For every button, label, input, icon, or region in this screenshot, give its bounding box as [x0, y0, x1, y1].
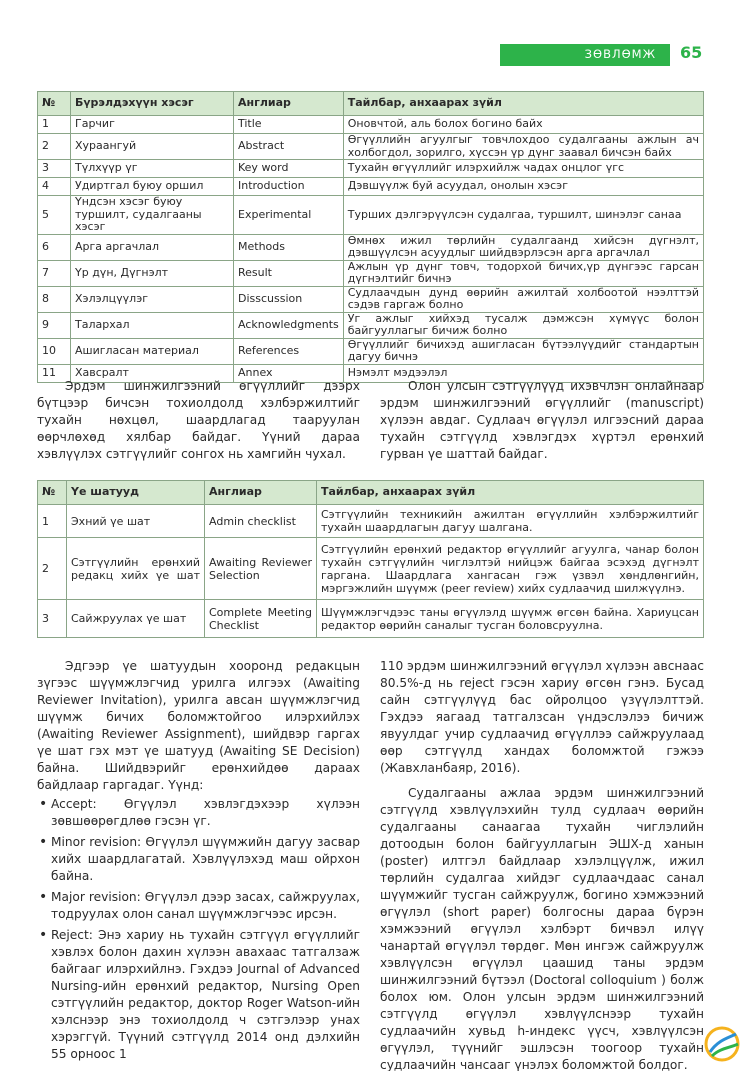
publisher-logo-icon [700, 1022, 744, 1066]
body-text-right-2 [380, 658, 704, 1071]
cell-english: Key word [234, 160, 344, 178]
table-row [38, 260, 704, 286]
cell-component: Удиртгал буюу оршил [71, 178, 234, 196]
col-header-english: Англиар [205, 481, 317, 505]
cell-component: Талархал [71, 312, 234, 338]
cell-number: 5 [38, 196, 71, 235]
col-header-component: Бүрэлдэхүүн хэсэг [71, 92, 234, 116]
cell-number: 9 [38, 312, 71, 338]
body-text-left-2 [37, 658, 360, 1067]
table-row [38, 160, 704, 178]
cell-number: 6 [38, 234, 71, 260]
list-item: • Reject: Энэ хариу нь тухайн сэтгүүл өгүүллийг хэвлэх болон дахин хүлээн авахаас татгалзаж байгааг илэрхийлнэ. Гэхдээ Journal of Advanced Nursing-ийн ерөнхий редактор, Nursing Open сэтгүүлийн редактор, доктор Roger Watson-ийн хэлснээр энэ тохиолдолд ч сэтгэлээр унах хэрэггүй. Түүний сэтгүүлд 2014 онд дэлхийн 55 орноос 1 [37, 927, 360, 1063]
table-row [38, 134, 704, 160]
cell-number: 3 [38, 160, 71, 178]
cell-component: Гарчиг [71, 116, 234, 134]
col-header-number: № [38, 92, 71, 116]
cell-component: Түлхүүр үг [71, 160, 234, 178]
paragraph: Эрдэм шинжилгээний өгүүллийг дээрх бүтцээр бичсэн тохиолдолд хэлбэржилтийг тухайн нөхцөл, шаардлагад тааруулан өөрчлөхөд хялбар байдаг. Үүний дараа хэвлүүлэх сэтгүүлийг сонгох нь хамгийн чухал. [37, 379, 360, 461]
page-number: 65 [680, 43, 703, 62]
cell-note: Өгүүллийг бичихэд ашигласан бүтээлүүдийг стандартын дагуу бичнэ [343, 338, 703, 364]
table-row [38, 600, 704, 638]
paragraph: Эдгээр үе шатуудын хооронд редакцын зүгээс шүүмжлэгчид урилга илгээх (Awaiting Reviewer Invitation), урилга авсан шүүмжлэгчид шүүмж бичих боломжтойгоо илэрхийлэх (Awaiting Reviewer Assignment), шийдвэр гаргах үе шат гэх мэт үе шатууд (Awaiting SE Decision) байна. Шийдвэрийг ерөнхийдөө дараах байдлаар гаргадаг. Үүнд: [37, 659, 360, 792]
stages-table [37, 480, 704, 638]
cell-note: Шүүмжлэгчдээс таны өгүүлэлд шүүмж өгсөн байна. Хариуцсан редактор өөрийн саналыг тусган боловсруулна. [317, 600, 704, 638]
table-row [38, 196, 704, 235]
cell-english: Disscussion [234, 286, 344, 312]
table-row [38, 178, 704, 196]
cell-note: Нэмэлт мэдээлэл [343, 364, 703, 382]
cell-number: 2 [38, 134, 71, 160]
cell-note: Оновчтой, аль болох богино байх [343, 116, 703, 134]
col-header-english: Англиар [234, 92, 344, 116]
cell-note: Судлаачдын дунд өөрийн ажилтай холбоотой нээлттэй сэдэв гаргаж болно [343, 286, 703, 312]
section-header-bar [500, 44, 670, 66]
cell-component: Үндсэн хэсэг буюу туршилт, судалгааны хэсэг [71, 196, 234, 235]
cell-stage: Эхний үе шат [67, 505, 205, 538]
cell-component: Арга аргачлал [71, 234, 234, 260]
cell-note: Ажлын үр дүнг товч, тодорхой бичих,үр дүнгээс гарсан дүгнэлтийг бичнэ [343, 260, 703, 286]
cell-number: 2 [38, 538, 67, 600]
cell-english: References [234, 338, 344, 364]
list-item: • Accept: Өгүүлэл хэвлэгдэхээр хүлээн зөвшөөрөгдлөө гэсэн үг. [37, 796, 360, 830]
cell-number: 1 [38, 116, 71, 134]
cell-note: Турших дэлгэрүүлсэн судалгаа, туршилт, шинэлэг санаа [343, 196, 703, 235]
section-label: ЗӨВЛӨМЖ [584, 47, 656, 61]
paragraph: Судалгааны ажлаа эрдэм шинжилгээний сэтгүүлд хэвлүүлэхийн тулд судлаач өөрийн судалгааны санаагаа тухайн чиглэлийн дотоодын болон байгууллагын ЭШХ-д ханын (poster) илтгэл байдлаар хэлэлцүүлж, ижил төрлийн судалгаа хийдэг судлаачдаас санал шүүмжийг тусган сайжруулж, богино хэмжээний өгүүлэл (short paper) болгосны дараа бүрэн хэмжээний өгүүлэл хэлбэрт бичвэл илүү чанартай өгүүлэл төрдөг. Мөн ингэж сайжруулж хэвлүүлсэн өгүүлэл цаашид таны эрдэм шинжилгээний бүтээл (Doctoral colloquium ) болж болох юм. Олон улсын эрдэм шинжилгээний сэтгүүлд өгүүлэл хэвлүүлснээр тухайн судлаачийн хувьд h-индекс үүсч, хэвлүүлсэн өгүүлэл, түүнийг эшлэсэн тоогоор тухайн судлаачийн чансааг үнэлэх боломжтой болдог. [380, 786, 704, 1071]
table-row [38, 286, 704, 312]
cell-stage: Сайжруулах үе шат [67, 600, 205, 638]
cell-english: Acknowledgments [234, 312, 344, 338]
cell-component: Ашигласан материал [71, 338, 234, 364]
table-row [38, 116, 704, 134]
col-header-number: № [38, 481, 67, 505]
cell-number: 1 [38, 505, 67, 538]
cell-number: 7 [38, 260, 71, 286]
paragraph: Олон улсын сэтгүүлүүд ихэвчлэн онлайнаар эрдэм шинжилгээний өгүүллийг (manuscript) хүлээн авдаг. Судлаач өгүүлэл илгээсний дараа тухайн сэтгүүлд хэвлэгдэх хүртэл ерөнхий гурван үе шаттай байдаг. [380, 379, 704, 461]
cell-note: Уг ажлыг хийхэд тусалж дэмжсэн хүмүүс болон байгууллагыг бичиж болно [343, 312, 703, 338]
cell-english: Admin checklist [205, 505, 317, 538]
table-header-row [38, 481, 704, 505]
cell-stage: Сэтгүүлийн ерөнхий редакц хийх үе шат [67, 538, 205, 600]
cell-component: Хэлэлцүүлэг [71, 286, 234, 312]
cell-number: 8 [38, 286, 71, 312]
col-header-note: Тайлбар, анхаарах зүйл [343, 92, 703, 116]
cell-note: Сэтгүүлийн ерөнхий редактор өгүүллийг агуулга, чанар болон тухайн сэтгүүлийн чиглэлтэй нийцэж байгаа эсэхэд дүгнэлт гаргана. Шаардлага хангасан гэж үзвэл хөндлөнгийн, мэргэжлийн шүүмж (peer review) хийх судлаачид шилжүүлнэ. [317, 538, 704, 600]
cell-note: Сэтгүүлийн техникийн ажилтан өгүүллийн хэлбэржилтийг тухайн шаардлагын дагуу шалгана. [317, 505, 704, 538]
cell-component: Үр дүн, Дүгнэлт [71, 260, 234, 286]
table-row [38, 505, 704, 538]
components-table [37, 91, 704, 383]
cell-note: Өмнөх ижил төрлийн судалгаанд хийсэн дүгнэлт, дэвшүүлсэн асуудлыг шийдвэрлэсэн арга аргачлал [343, 234, 703, 260]
decision-list [37, 796, 360, 1063]
cell-english: Complete Meeting Checklist [205, 600, 317, 638]
table-row [38, 338, 704, 364]
cell-component: Хураангуй [71, 134, 234, 160]
body-text-right-1 [380, 378, 704, 463]
cell-english: Abstract [234, 134, 344, 160]
cell-number: 4 [38, 178, 71, 196]
list-item: • Major revision: Өгүүлэл дээр засах, сайжруулах, тодруулах олон санал шүүмжлэгчээс ирсэн. [37, 889, 360, 923]
col-header-note: Тайлбар, анхаарах зүйл [317, 481, 704, 505]
cell-number: 3 [38, 600, 67, 638]
cell-english: Annex [234, 364, 344, 382]
cell-english: Introduction [234, 178, 344, 196]
body-text-left-1 [37, 378, 360, 463]
table-header-row [38, 92, 704, 116]
list-item: • Minor revision: Өгүүлэл шүүмжийн дагуу засвар хийх шаардлагатай. Хэвлүүлэхэд маш ойрхон байна. [37, 834, 360, 885]
cell-number: 11 [38, 364, 71, 382]
cell-english: Title [234, 116, 344, 134]
cell-english: Result [234, 260, 344, 286]
col-header-stage: Үе шатууд [67, 481, 205, 505]
cell-note: Тухайн өгүүллийг илэрхийлж чадах онцлог үгс [343, 160, 703, 178]
paragraph: 110 эрдэм шинжилгээний өгүүлэл хүлээн авснаас 80.5%-д нь reject гэсэн хариу өгсөн гэнэ. Бусад сайн сэтгүүлүүд бас ойролцоо үзүүлэлттэй. Гэхдээ яагаад татгалзсан үндэслэлээ бичиж явуулдаг учир судлаачид өгүүллээ сайжруулаад өөр сэтгүүлд хандах боломжтой гэжээ (Жавхланбаяр, 2016). [380, 659, 704, 775]
cell-component: Хавсралт [71, 364, 234, 382]
cell-english: Awaiting Reviewer Selection [205, 538, 317, 600]
cell-note: Дэвшүүлж буй асуудал, онолын хэсэг [343, 178, 703, 196]
table-row [38, 312, 704, 338]
cell-english: Methods [234, 234, 344, 260]
cell-english: Experimental [234, 196, 344, 235]
cell-number: 10 [38, 338, 71, 364]
cell-note: Өгүүллийн агуулгыг товчлохдоо судалгааны ажлын ач холбогдол, зорилго, хүссэн үр дүнг заавал бичсэн байх [343, 134, 703, 160]
table-row [38, 234, 704, 260]
table-row [38, 538, 704, 600]
